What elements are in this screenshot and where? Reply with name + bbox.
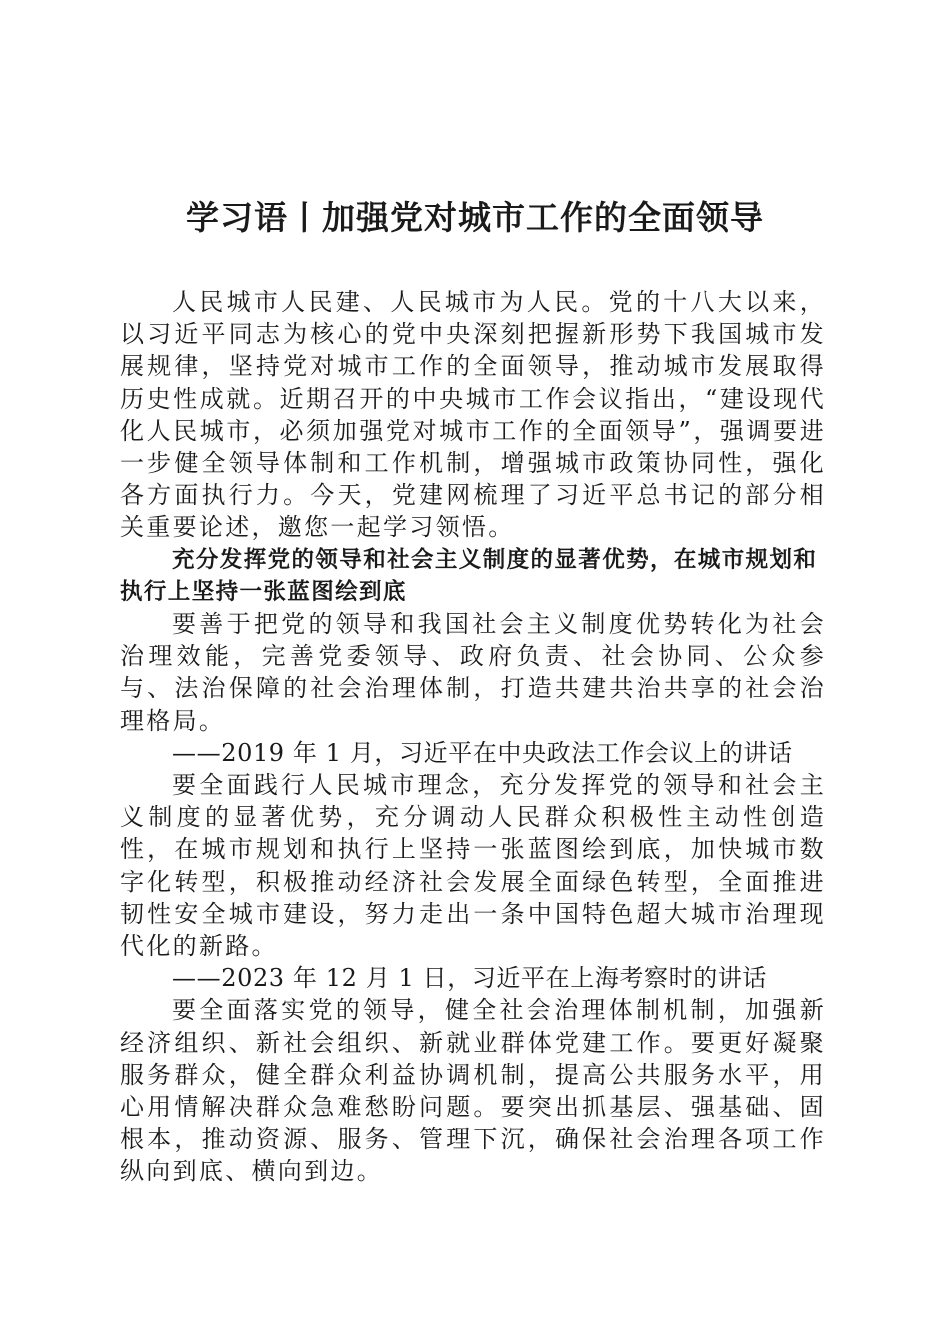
quote-paragraph: 要善于把党的领导和我国社会主义制度优势转化为社会治理效能，完善党委领导、政府负责、社会协同、公众参与、法治保障的社会治理体制，打造共建共治共享的社会治理格局。 [120,610,826,735]
quote-paragraph: 要全面落实党的领导，健全社会治理体制机制，加强新经济组织、新社会组织、新就业群体党建工作。要更好凝聚服务群众，健全群众利益协调机制，提高公共服务水平，用心用情解决群众急难愁盼问题。要突出抓基层、强基础、固根本，推动资源、服务、管理下沉，确保社会治理各项工作纵向到底、横向到边。 [120,996,826,1186]
document-body [120,286,826,1188]
intro-paragraph: 人民城市人民建、人民城市为人民。党的十八大以来，以习近平同志为核心的党中央深刻把握新形势下我国城市发展规律，坚持党对城市工作的全面领导，推动城市发展取得历史性成就。近期召开的中央城市工作会议指出，“建设现代化人民城市，必须加强党对城市工作的全面领导”，强调要进一步健全领导体制和工作机制，增强城市政策协同性，强化各方面执行力。今天，党建网梳理了习近平总书记的部分相关重要论述，邀您一起学习领悟。 [120,288,826,542]
quote-source: ——2023 年 12 月 1 日，习近平在上海考察时的讲话 [172,964,768,993]
section-heading: 充分发挥党的领导和社会主义制度的显著优势，在城市规划和执行上坚持一张蓝图绘到底 [120,546,818,605]
document-title: 学习语丨加强党对城市工作的全面领导 [186,198,764,237]
quote-source: ——2019 年 1 月，习近平在中央政法工作会议上的讲话 [172,738,793,767]
quote-paragraph: 要全面践行人民城市理念，充分发挥党的领导和社会主义制度的显著优势，充分调动人民群众积极性主动性创造性，在城市规划和执行上坚持一张蓝图绘到底，加快城市数字化转型，积极推动经济社会发展全面绿色转型，全面推进韧性安全城市建设，努力走出一条中国特色超大城市治理现代化的新路。 [120,771,826,961]
